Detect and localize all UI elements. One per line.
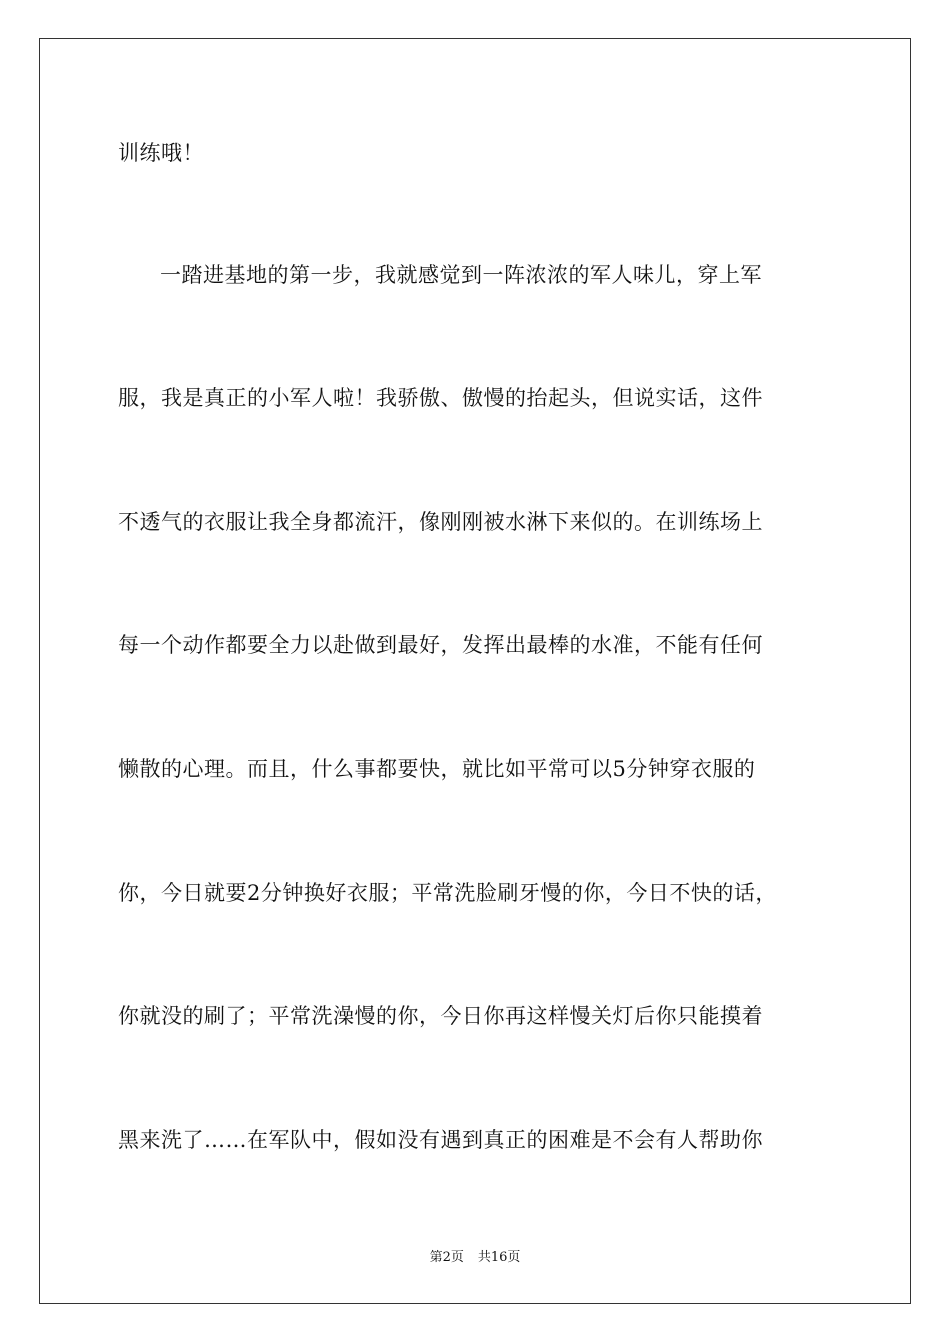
text-line-3: 服，我是真正的小军人啦！我骄傲、傲慢的抬起头，但说实话，这件 xyxy=(118,386,763,410)
text-line-4: 不透气的衣服让我全身都流汗，像刚刚被水淋下来似的。在训练场上 xyxy=(118,510,763,534)
text-line-6: 懒散的心理。而且，什么事都要快，就比如平常可以5分钟穿衣服的 xyxy=(118,757,756,781)
text-line-1: 训练哦！ xyxy=(118,141,204,165)
text-line-9: 黑来洗了……在军队中，假如没有遇到真正的困难是不会有人帮助你 xyxy=(118,1128,763,1152)
total-pages: 共16页 xyxy=(477,1250,521,1265)
page-footer xyxy=(0,1246,950,1265)
page-border xyxy=(39,38,911,1304)
text-line-8: 你就没的刷了；平常洗澡慢的你，今日你再这样慢关灯后你只能摸着 xyxy=(118,1004,763,1028)
page-number: 第2页 xyxy=(429,1250,464,1265)
text-line-2: 一踏进基地的第一步，我就感觉到一阵浓浓的军人味儿，穿上军 xyxy=(160,263,762,287)
text-line-7: 你，今日就要2分钟换好衣服；平常洗脸刷牙慢的你，今日不快的话， xyxy=(118,881,777,905)
text-line-5: 每一个动作都要全力以赴做到最好，发挥出最棒的水准，不能有任何 xyxy=(118,633,763,657)
